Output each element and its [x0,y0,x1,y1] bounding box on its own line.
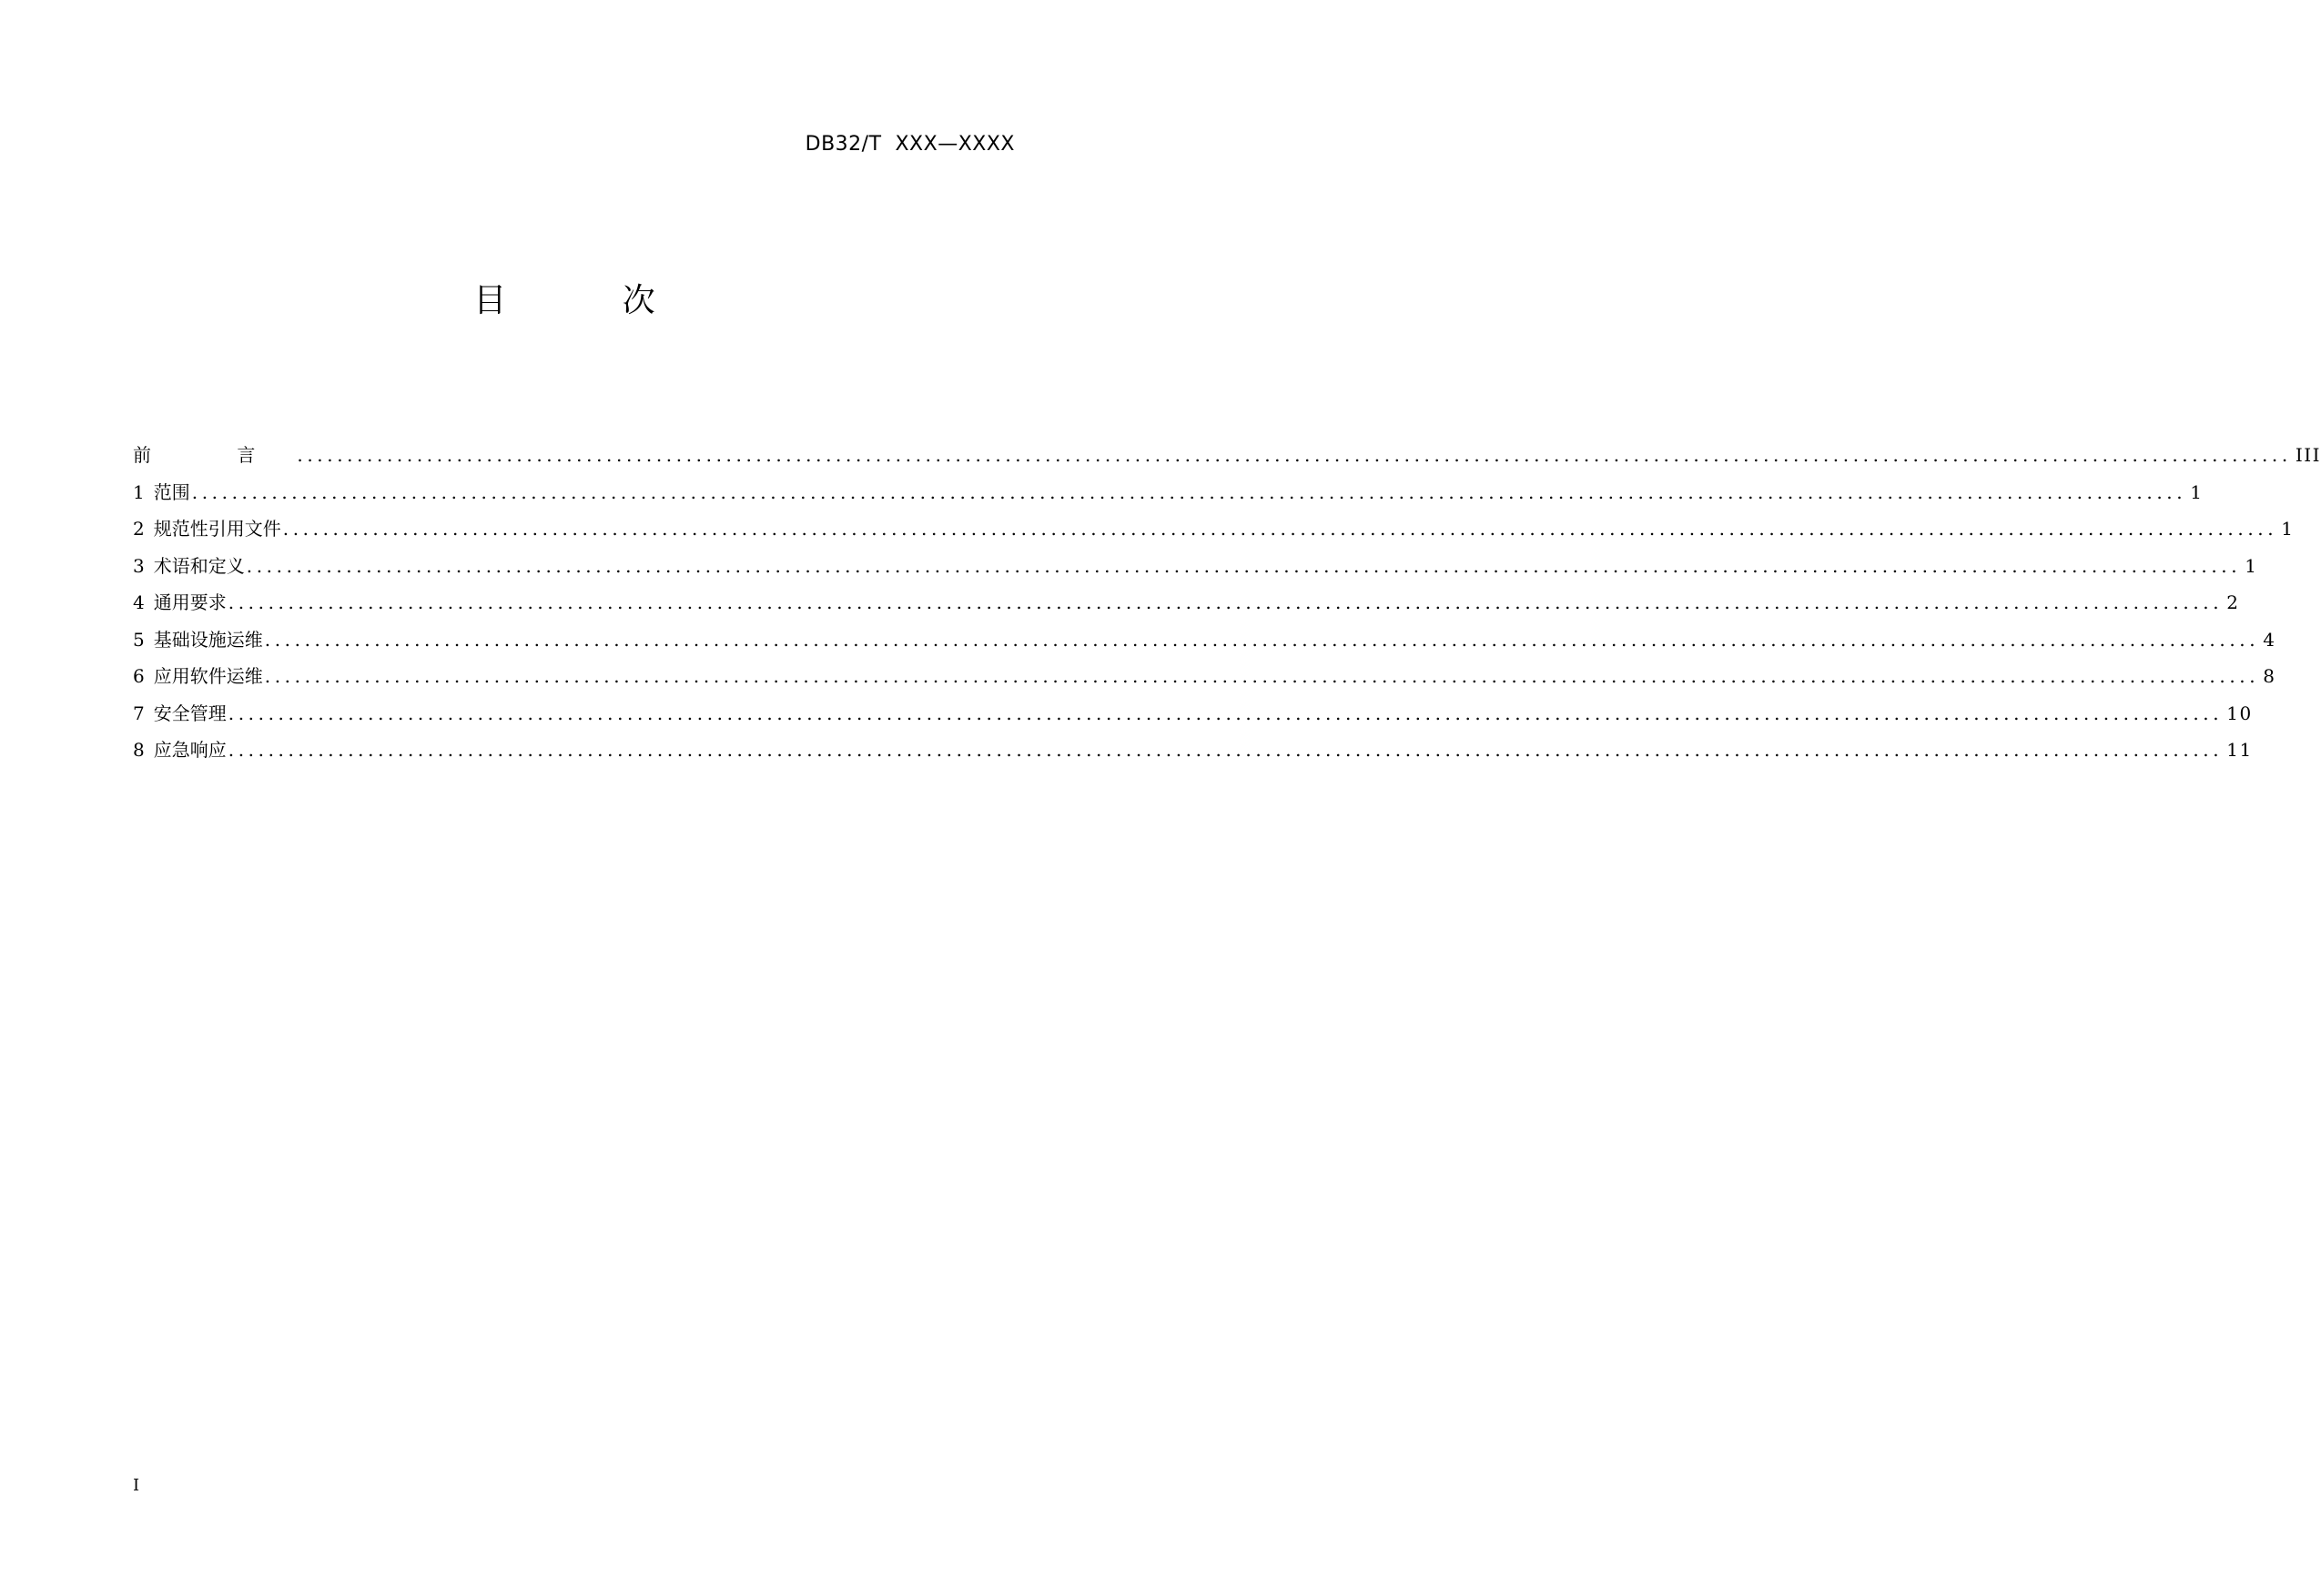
toc-item-number: 1 [133,480,145,503]
toc-item-number: 6 [133,665,145,687]
toc-item-text: 规范性引用文件 [153,518,281,540]
toc-item-emergency-response[interactable] [133,732,2253,769]
dot-leader: ........................................................................................................................................................................................................ [246,554,2242,577]
toc-item-foreword[interactable] [133,437,2321,474]
toc-item-text: 应用软件运维 [153,665,263,687]
toc-title: 目 次 [473,282,708,319]
document-code: DB32/T XXX—XXXX [805,133,1015,156]
dot-leader: ........................................................................................................................................................................................................ [228,702,2224,724]
toc-item-number: 4 [133,591,145,613]
dot-leader: ........................................................................................................................................................................................................ [282,518,2278,540]
toc-item-page: 1 [2281,518,2295,540]
dot-leader: ........................................................................................................................................................................................................ [264,665,2260,687]
toc-item-text: 前 言 [133,444,296,466]
dot-leader: ........................................................................................................................................................................................................ [228,739,2224,761]
toc-item-page: 1 [2245,554,2258,577]
page-number: I [133,1476,140,1495]
toc-list [133,437,2321,769]
toc-item-text: 基础设施运维 [153,628,263,651]
dot-leader: ........................................................................................................................................................................................................ [191,480,2187,503]
toc-item-general-requirements[interactable] [133,584,2240,621]
toc-item-text: 范围 [153,480,190,503]
toc-item-page: 10 [2226,702,2253,724]
toc-item-number: 5 [133,628,145,651]
dot-leader: ........................................................................................................................................................................................................ [228,591,2224,613]
toc-item-scope[interactable] [133,474,2204,511]
dot-leader: ........................................................................................................................................................................................................ [264,628,2260,651]
toc-item-application-software-ops[interactable] [133,658,2276,695]
toc-item-page: III [2295,444,2321,466]
toc-item-number: 7 [133,702,145,724]
toc-item-number: 2 [133,518,145,540]
toc-item-infrastructure-ops[interactable] [133,621,2276,659]
toc-item-page: 1 [2190,480,2204,503]
toc-item-page: 11 [2226,739,2253,761]
dot-leader: ........................................................................................................................................................................................................ [297,444,2292,466]
toc-item-number: 3 [133,554,145,577]
toc-item-text: 通用要求 [153,591,227,613]
toc-item-page: 4 [2263,628,2276,651]
toc-item-text: 术语和定义 [153,554,245,577]
toc-item-terms-definitions[interactable] [133,548,2258,585]
toc-item-normative-references[interactable] [133,510,2295,548]
toc-item-text: 安全管理 [153,702,227,724]
toc-item-page: 2 [2226,591,2240,613]
toc-item-text: 应急响应 [153,739,227,761]
toc-item-security-management[interactable] [133,695,2253,732]
toc-item-number: 8 [133,739,145,761]
toc-item-page: 8 [2263,665,2276,687]
